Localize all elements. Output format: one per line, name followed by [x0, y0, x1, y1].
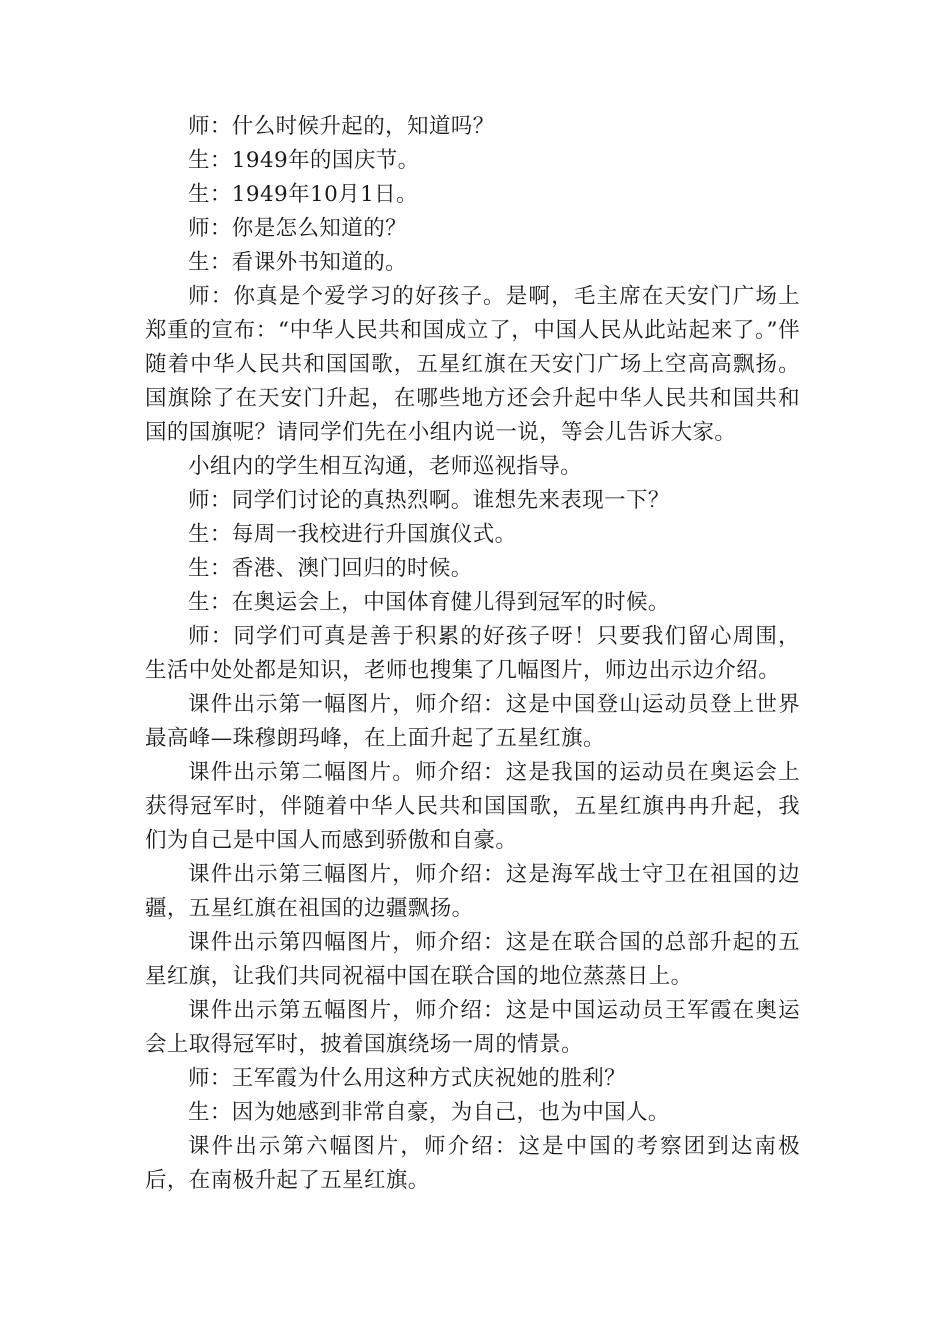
- document-body: [145, 110, 800, 1198]
- paragraph: 师：你真是个爱学习的好孩子。是啊，毛主席在天安门广场上郑重的宣布：“中华人民共和国成立了，中国人民从此站起来了。”伴随着中华人民共和国国歌，五星红旗在天安门广场上空高高飘扬。国旗除了在天安门升起，在哪些地方还会升起中华人民共和国共和国的国旗呢？请同学们先在小组内说一说，等会儿告诉大家。: [145, 284, 800, 445]
- paragraph: 师：同学们讨论的真热烈啊。谁想先来表现一下？: [188, 488, 670, 513]
- paragraph: 课件出示第四幅图片，师介绍：这是在联合国的总部升起的五星红旗，让我们共同祝福中国在联合国的地位蒸蒸日上。: [145, 930, 800, 989]
- paragraph: 生：每周一我校进行升国旗仪式。: [188, 522, 517, 547]
- paragraph: 生：1949年10月1日。: [188, 182, 418, 207]
- paragraph: 小组内的学生相互沟通，老师巡视指导。: [188, 454, 583, 479]
- paragraph: 师：你是怎么知道的？: [188, 216, 408, 241]
- paragraph: 课件出示第二幅图片。师介绍：这是我国的运动员在奥运会上获得冠军时，伴随着中华人民共和国国歌，五星红旗冉冉升起，我们为自己是中国人而感到骄傲和自豪。: [145, 760, 800, 853]
- paragraph: 生：香港、澳门回归的时候。: [188, 556, 473, 581]
- paragraph: 生：1949年的国庆节。: [188, 148, 420, 173]
- paragraph: 课件出示第三幅图片，师介绍：这是海军战士守卫在祖国的边疆，五星红旗在祖国的边疆飘扬。: [145, 862, 800, 921]
- paragraph: 课件出示第一幅图片，师介绍：这是中国登山运动员登上世界最高峰—珠穆朗玛峰，在上面升起了五星红旗。: [145, 692, 800, 751]
- paragraph: 课件出示第五幅图片，师介绍：这是中国运动员王军霞在奥运会上取得冠军时，披着国旗绕场一周的情景。: [145, 998, 800, 1057]
- paragraph: 师：王军霞为什么用这种方式庆祝她的胜利？: [188, 1066, 627, 1091]
- paragraph: 师：什么时候升起的，知道吗？: [188, 114, 495, 139]
- paragraph: 师：同学们可真是善于积累的好孩子呀！只要我们留心周围，生活中处处都是知识，老师也搜集了几幅图片，师边出示边介绍。: [145, 624, 800, 683]
- paragraph: 生：在奥运会上，中国体育健儿得到冠军的时候。: [188, 590, 670, 615]
- paragraph: 生：看课外书知道的。: [188, 250, 408, 275]
- paragraph: 课件出示第六幅图片，师介绍：这是中国的考察团到达南极后，在南极升起了五星红旗。: [145, 1134, 800, 1193]
- paragraph: 生：因为她感到非常自豪，为自己，也为中国人。: [188, 1100, 670, 1125]
